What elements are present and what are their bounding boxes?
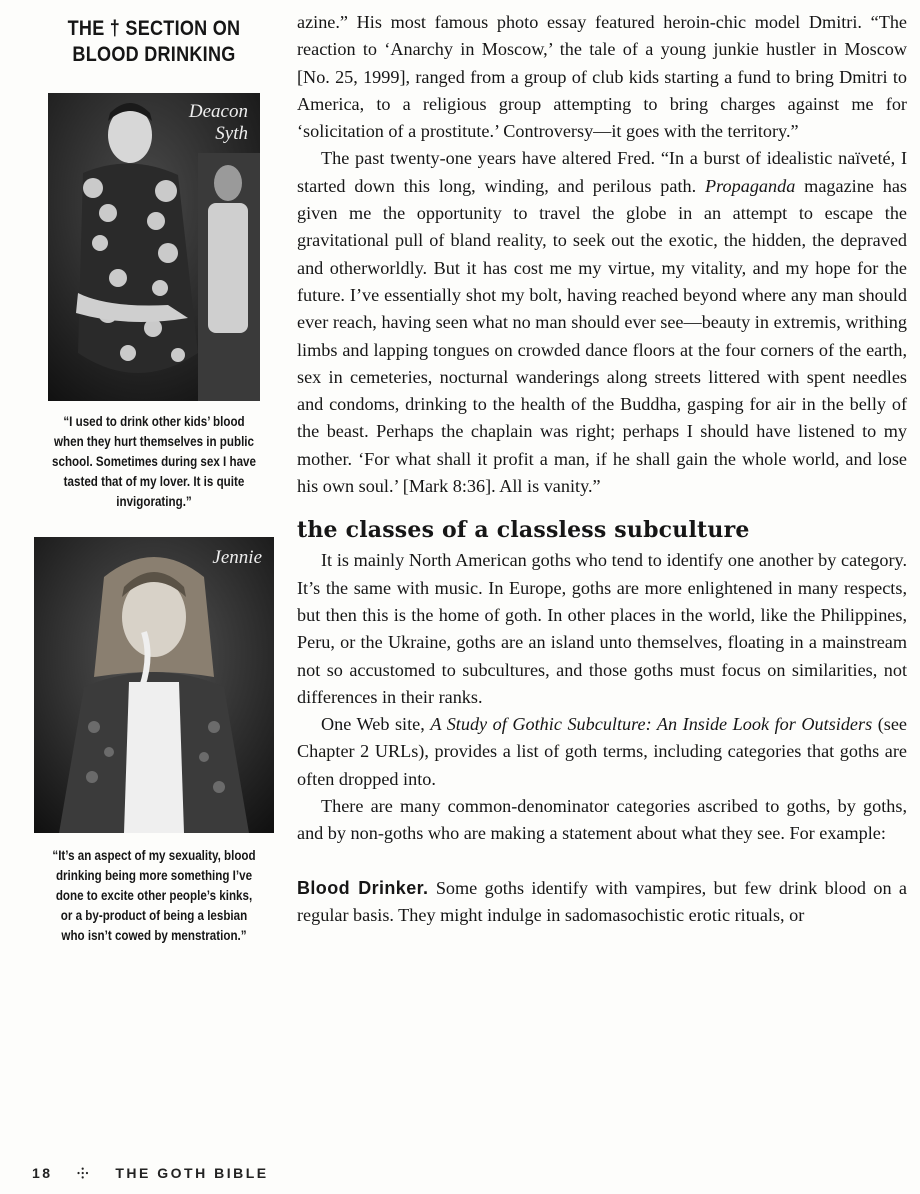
page-number: 18 <box>32 1165 53 1181</box>
page-footer <box>32 1164 287 1183</box>
paragraph-2: The past twenty-one years have altered Fred. “In a burst of idealistic naïveté, I started down this long, winding, and perilous path. Propaganda magazine has given me the opportunity to travel the globe in an attempt to escape the gravitational pull of bland reality, to seek out the exotic, the hidden, the depraved and otherworldly. But it has cost me my virtue, my vitality, and my hope for the future. I’ve essentially shot my bolt, having reached beyond where any man should ever reach, having seen what no man should ever see—beauty in extremis, writhing limbs and lapping tongues on crowded dance floors at the four corners of the earth, sex in cemeteries, nocturnal wanderings along streets littered with spent needles and condoms, drinking to the health of the Buddha, gasping for air in the belly of the beast. Perhaps the chaplain was right; perhaps I should have listened to my mother. ‘For what shall it profit a man, if he shall gain the whole world, and lose his own soul.’ [Mark 8:36]. All is vanity.” <box>297 148 907 497</box>
book-title: THE GOTH BIBLE <box>115 1165 269 1181</box>
term-blood-drinker: Blood Drinker. <box>297 877 429 898</box>
footer-ornament-icon: ⸭ <box>76 1165 91 1181</box>
photo-jennie-image <box>34 537 274 833</box>
main-text <box>297 9 907 929</box>
caption-deacon-syth: “I used to drink other kids’ blood when they hurt themselves in public school. Sometimes during sex I have tasted that of my lover. It is quite invigorating.” <box>52 414 256 509</box>
section-title: the classes of a classless subculture <box>297 517 750 544</box>
sidebar-heading <box>51 16 257 68</box>
caption-jennie: “It’s an aspect of my sexuality, blood drinking being more something I’ve done to excite other people’s kinks, or a by-product of being a lesbian who isn’t cowed by menstration.” <box>52 848 256 943</box>
paragraph-1: azine.” His most famous photo essay featured heroin-chic model Dmitri. “The reaction to ‘Anarchy in Moscow,’ the tale of a young junkie hustler in Moscow [No. 25, 1999], ranged from a group of club kids starting a fund to bring Dmitri to America, to a religious group attempting to bring charges against me for ‘solicitation of a prostitute.’ Controversy—it goes with the territory.” <box>297 12 907 142</box>
photo-deacon-syth-name: Deacon Syth <box>188 101 248 144</box>
paragraph-3: It is mainly North American goths who tend to identify one another by category. It’s the same with music. In Europe, goths are more enlightened in many respects, but then this is the home of goth. In other places in the world, like the Philippines, Peru, or the Ukraine, goths are an island unto themselves, floating in a mainstream not so accustomed to subcultures, and those goths must focus on similarities, not differences in their ranks. <box>297 550 907 707</box>
sidebar-heading-line1: THE † SECTION ON <box>67 17 241 40</box>
sidebar-heading-line2: BLOOD DRINKING <box>72 43 236 66</box>
photo-deacon-syth <box>48 93 260 401</box>
photo-jennie-name: Jennie <box>212 547 262 568</box>
paragraph-5: There are many common-denominator categories ascribed to goths, by goths, and by non-goths who are making a statement about what they see. For example: <box>297 796 907 844</box>
paragraph-4: One Web site, A Study of Gothic Subculture: An Inside Look for Outsiders (see Chapter 2 URLs), provides a list of goth terms, including categories that goths are often dropped into. <box>297 714 908 789</box>
paragraph-6: Blood Drinker. Some goths identify with vampires, but few drink blood on a regular basis. They might indulge in sadomasochistic erotic rituals, or <box>297 877 908 925</box>
photo-jennie <box>34 537 274 833</box>
